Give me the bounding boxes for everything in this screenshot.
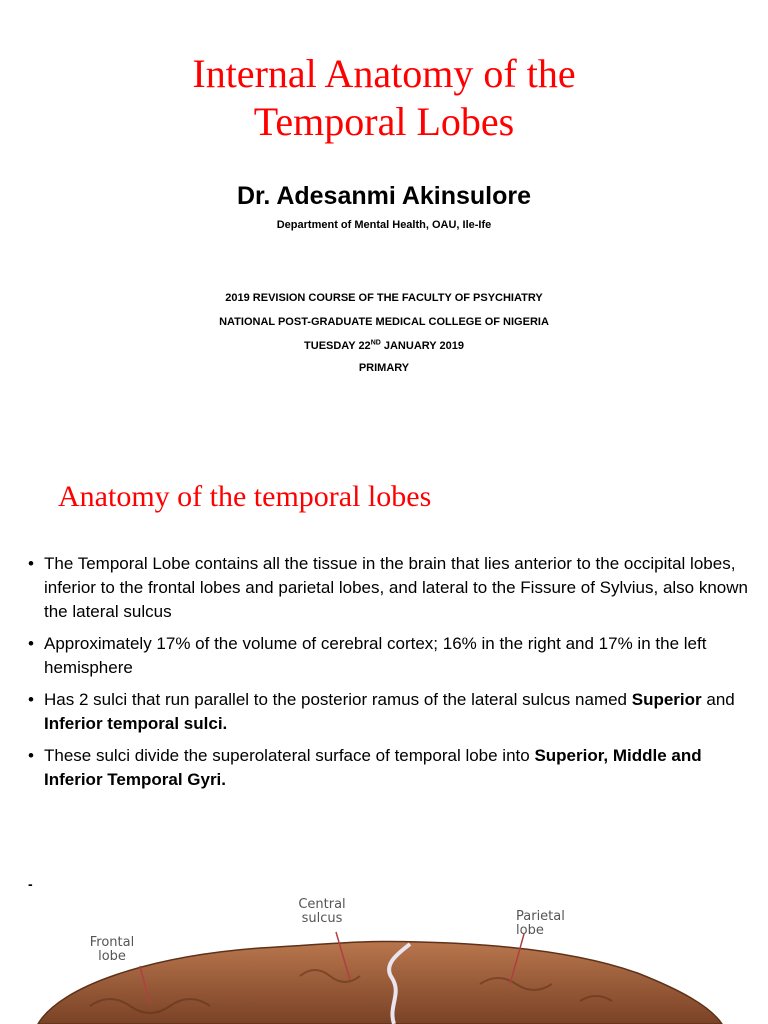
bullet-text: Has 2 sulci that run parallel to the posterior ramus of the lateral sulcus named	[44, 690, 632, 709]
bullet-dot: •	[28, 634, 34, 653]
title-line-2: Temporal Lobes	[253, 99, 515, 144]
label-parietal-lobe	[516, 910, 606, 938]
label-text: Parietal	[516, 909, 565, 924]
title-line-1: Internal Anatomy of the	[192, 51, 576, 96]
date-prefix: TUESDAY 22	[304, 340, 371, 352]
dash-mark: -	[28, 876, 33, 892]
label-text: sulcus	[301, 911, 343, 926]
bullet-text: The Temporal Lobe contains all the tissue in the brain that lies anterior to the occipital lobes, inferior to the frontal lobes and parietal lobes, and lateral to the Fissure of Sylvius, also known the lateral sulcus	[44, 554, 748, 621]
anatomy-slide	[0, 456, 768, 856]
bullet-item	[24, 688, 754, 736]
slide-title: Anatomy of the temporal lobes	[58, 480, 432, 513]
bold-term: Superior	[631, 690, 702, 709]
label-text: lobe	[516, 923, 544, 938]
event-line-course: 2019 REVISION COURSE OF THE FACULTY OF PSYCHIATRY	[225, 292, 543, 304]
label-frontal-lobe	[72, 936, 152, 964]
author-name: Dr. Adesanmi Akinsulore	[236, 182, 532, 210]
label-text: Frontal	[89, 935, 135, 950]
label-central-sulcus	[272, 898, 372, 926]
title-slide	[0, 0, 768, 456]
brain-figure-slide	[0, 856, 768, 1024]
bullet-dot: •	[28, 554, 34, 573]
bullet-text: These sulci divide the superolateral surface of temporal lobe into	[44, 746, 535, 765]
bullet-dot: •	[28, 690, 34, 709]
event-level: PRIMARY	[358, 362, 410, 374]
bullet-item	[24, 632, 754, 680]
bullet-item	[24, 552, 754, 624]
event-date	[0, 340, 768, 352]
event-line-college: NATIONAL POST-GRADUATE MEDICAL COLLEGE OF NIGERIA	[219, 316, 549, 328]
date-superscript: ND	[370, 339, 381, 347]
bullet-item	[24, 744, 754, 792]
bold-term: Superior, Middle and Inferior Temporal Gyri.	[44, 746, 702, 789]
label-text: Central	[298, 897, 346, 912]
bullet-text: Approximately 17% of the volume of cerebral cortex; 16% in the right and 17% in the left hemisphere	[44, 634, 707, 677]
bold-term: Inferior temporal sulci.	[44, 714, 228, 733]
bullet-text: and	[701, 690, 735, 709]
bullet-dot: •	[28, 746, 34, 765]
bullet-list	[24, 552, 754, 800]
label-text: lobe	[98, 949, 126, 964]
date-suffix: JANUARY 2019	[380, 340, 464, 352]
presentation-title	[0, 50, 768, 146]
author-department: Department of Mental Health, OAU, Ile-Ife	[276, 219, 492, 231]
